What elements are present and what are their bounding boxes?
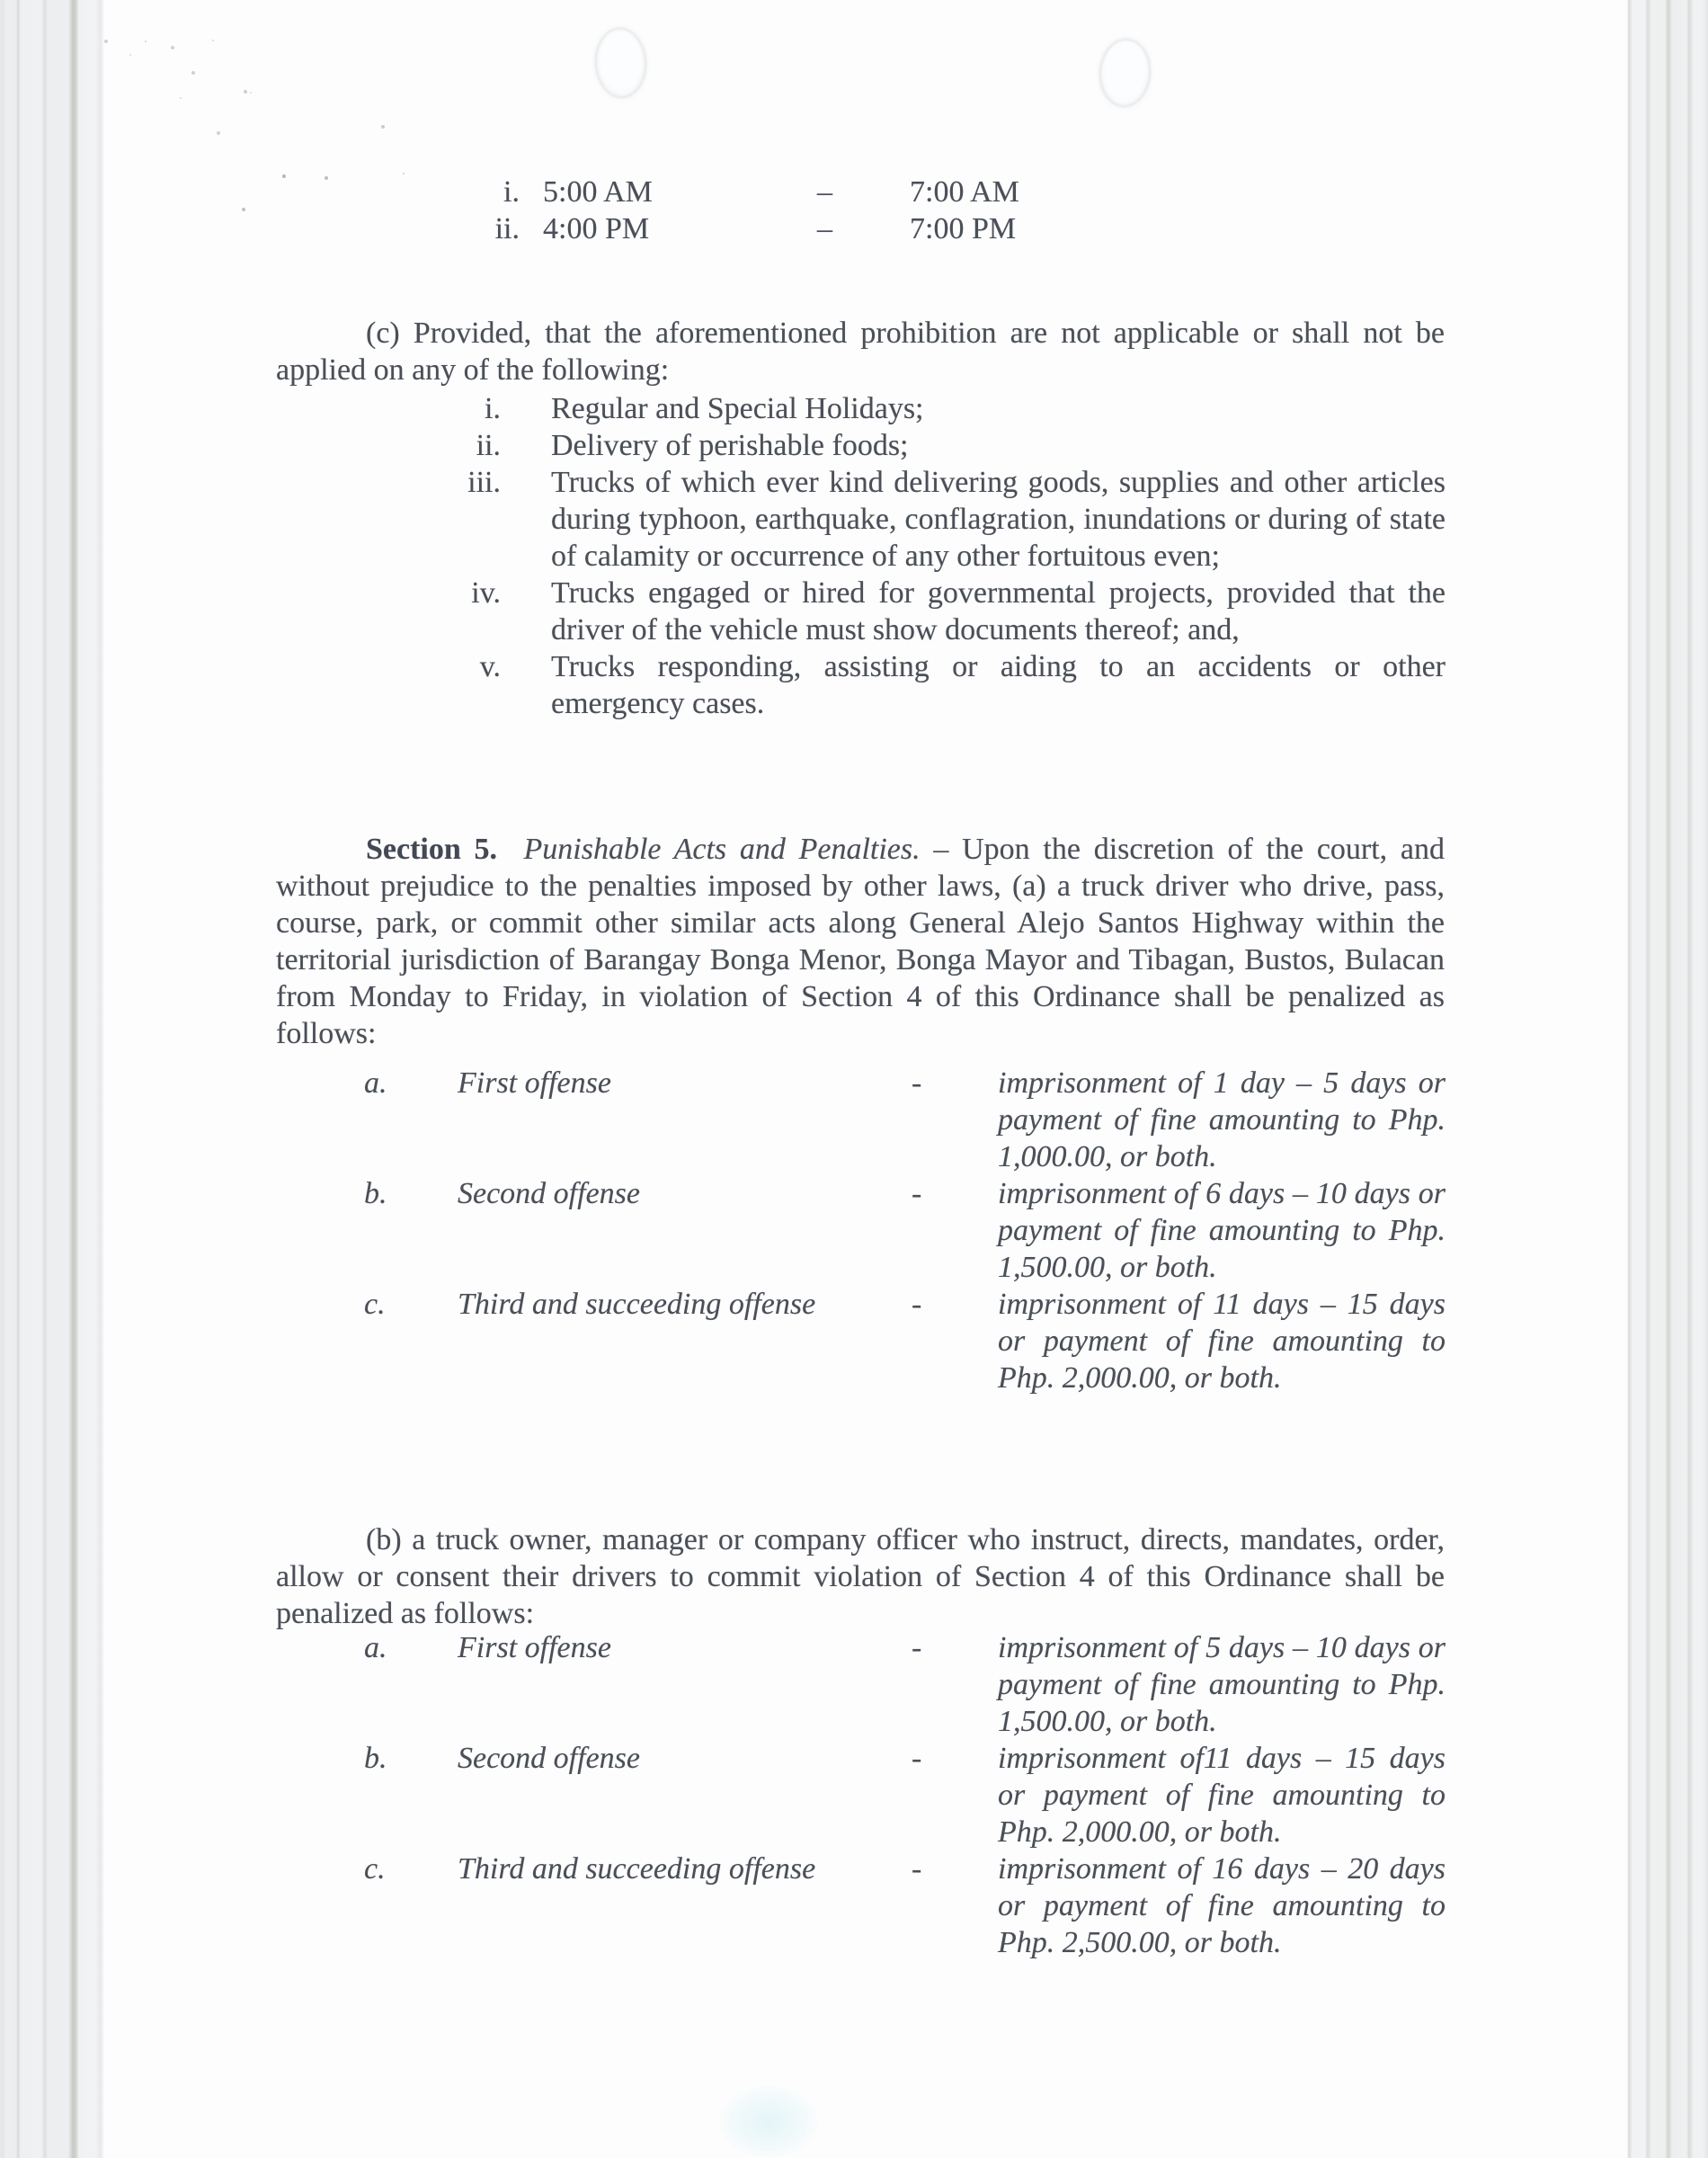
penalty-dash: - <box>912 1288 922 1321</box>
penalty-offense: Third and succeeding offense <box>458 1852 816 1886</box>
penalty-dash: - <box>912 1631 922 1664</box>
list-item-numeral: i. <box>485 392 501 425</box>
punch-hole-right <box>1098 38 1152 108</box>
penalty-letter: b. <box>364 1742 387 1775</box>
clause-b-paragraph: (b) a truck owner, manager or company officer who instruct, directs, mandates, order, allow or consent their drivers to commit violation of Section 4 of this Ordinance shall be penalized as follows: <box>276 1523 1445 1630</box>
list-item <box>0 464 1708 575</box>
penalty-offense: First offense <box>458 1631 611 1664</box>
driver-penalties-list <box>0 1065 1708 1396</box>
penalty-dash: - <box>912 1177 922 1210</box>
list-item <box>0 427 1708 464</box>
schedule-end-time: 7:00 AM <box>910 175 1019 209</box>
penalty-letter: a. <box>364 1631 387 1664</box>
punch-hole-left <box>594 28 647 99</box>
penalty-row <box>0 1629 1708 1740</box>
list-item-text: Delivery of perishable foods; <box>551 429 909 462</box>
prohibited-hours-schedule <box>0 174 1708 247</box>
penalty-dash: - <box>912 1742 922 1775</box>
penalty-row <box>0 1065 1708 1175</box>
list-item-text: Trucks engaged or hired for governmental projects, provided that the driver of the vehicle must show documents thereof; and, <box>551 576 1446 647</box>
owner-penalties-list <box>0 1629 1708 1961</box>
penalty-row <box>0 1175 1708 1286</box>
schedule-row <box>0 174 1708 210</box>
section-5-title: Punishable Acts and Penalties. <box>523 833 921 866</box>
penalty-text: imprisonment of11 days – 15 days or payment of fine amounting to Php. 2,000.00, or both. <box>998 1742 1446 1849</box>
list-item-numeral: v. <box>479 650 501 683</box>
schedule-start-time: 5:00 AM <box>543 175 653 209</box>
penalty-dash: - <box>912 1066 922 1100</box>
clause-c-paragraph: (c) Provided, that the aforementioned prohibition are not applicable or shall not be applied on any of the following: <box>276 317 1445 387</box>
list-item-text: Trucks responding, assisting or aiding to an accidents or other emergency cases. <box>551 650 1446 720</box>
penalty-letter: c. <box>364 1288 386 1321</box>
penalty-text: imprisonment of 11 days – 15 days or payment of fine amounting to Php. 2,000.00, or both. <box>998 1288 1446 1395</box>
penalty-letter: b. <box>364 1177 387 1210</box>
list-item-text: Regular and Special Holidays; <box>551 392 924 425</box>
scan-smudge <box>719 2086 818 2158</box>
scan-noise-speckles <box>0 0 2 2</box>
list-item-numeral: iv. <box>471 576 501 610</box>
list-item <box>0 390 1708 427</box>
penalty-offense: First offense <box>458 1066 611 1100</box>
penalty-offense: Second offense <box>458 1742 640 1775</box>
list-item-numeral: ii. <box>476 429 501 462</box>
schedule-end-time: 7:00 PM <box>910 212 1017 245</box>
list-item <box>0 575 1708 648</box>
penalty-offense: Second offense <box>458 1177 640 1210</box>
penalty-row <box>0 1850 1708 1961</box>
penalty-text: imprisonment of 6 days – 10 days or payment of fine amounting to Php. 1,500.00, or both. <box>998 1177 1446 1284</box>
list-item-numeral: iii. <box>467 466 501 499</box>
schedule-dash: – <box>817 175 832 209</box>
schedule-start-time: 4:00 PM <box>543 212 650 245</box>
exceptions-list <box>0 390 1708 722</box>
schedule-row <box>0 210 1708 247</box>
penalty-text: imprisonment of 1 day – 5 days or payment of fine amounting to Php. 1,000.00, or both. <box>998 1066 1446 1173</box>
schedule-numeral: i. <box>503 175 520 209</box>
penalty-text: imprisonment of 16 days – 20 days or payment of fine amounting to Php. 2,500.00, or both. <box>998 1852 1446 1959</box>
penalty-letter: a. <box>364 1066 387 1100</box>
list-item-text: Trucks of which ever kind delivering goods, supplies and other articles during typhoon, earthquake, conflagration, inundations or during of state of calamity or occurrence of any other fortuitous even; <box>551 466 1446 573</box>
section-5-heading: Section 5. <box>366 833 498 866</box>
schedule-dash: – <box>817 212 832 245</box>
penalty-row <box>0 1740 1708 1850</box>
list-item <box>0 648 1708 722</box>
penalty-row <box>0 1286 1708 1396</box>
schedule-numeral: ii. <box>494 212 520 245</box>
penalty-letter: c. <box>364 1852 386 1886</box>
penalty-text: imprisonment of 5 days – 10 days or payment of fine amounting to Php. 1,500.00, or both. <box>998 1631 1446 1738</box>
penalty-offense: Third and succeeding offense <box>458 1288 816 1321</box>
section-5-body: – Upon the discretion of the court, and without prejudice to the penalties imposed by other laws, (a) a truck driver who drive, pass, course, park, or commit other similar acts along General Alejo Santos Highway within the territorial jurisdiction of Barangay Bonga Menor, Bonga Mayor and Tibagan, Bustos, Bulacan from Monday to Friday, in violation of Section 4 of this Ordinance shall be penalized as follows: <box>276 833 1446 1050</box>
section-5-paragraph <box>276 831 1445 1052</box>
penalty-dash: - <box>912 1852 922 1886</box>
